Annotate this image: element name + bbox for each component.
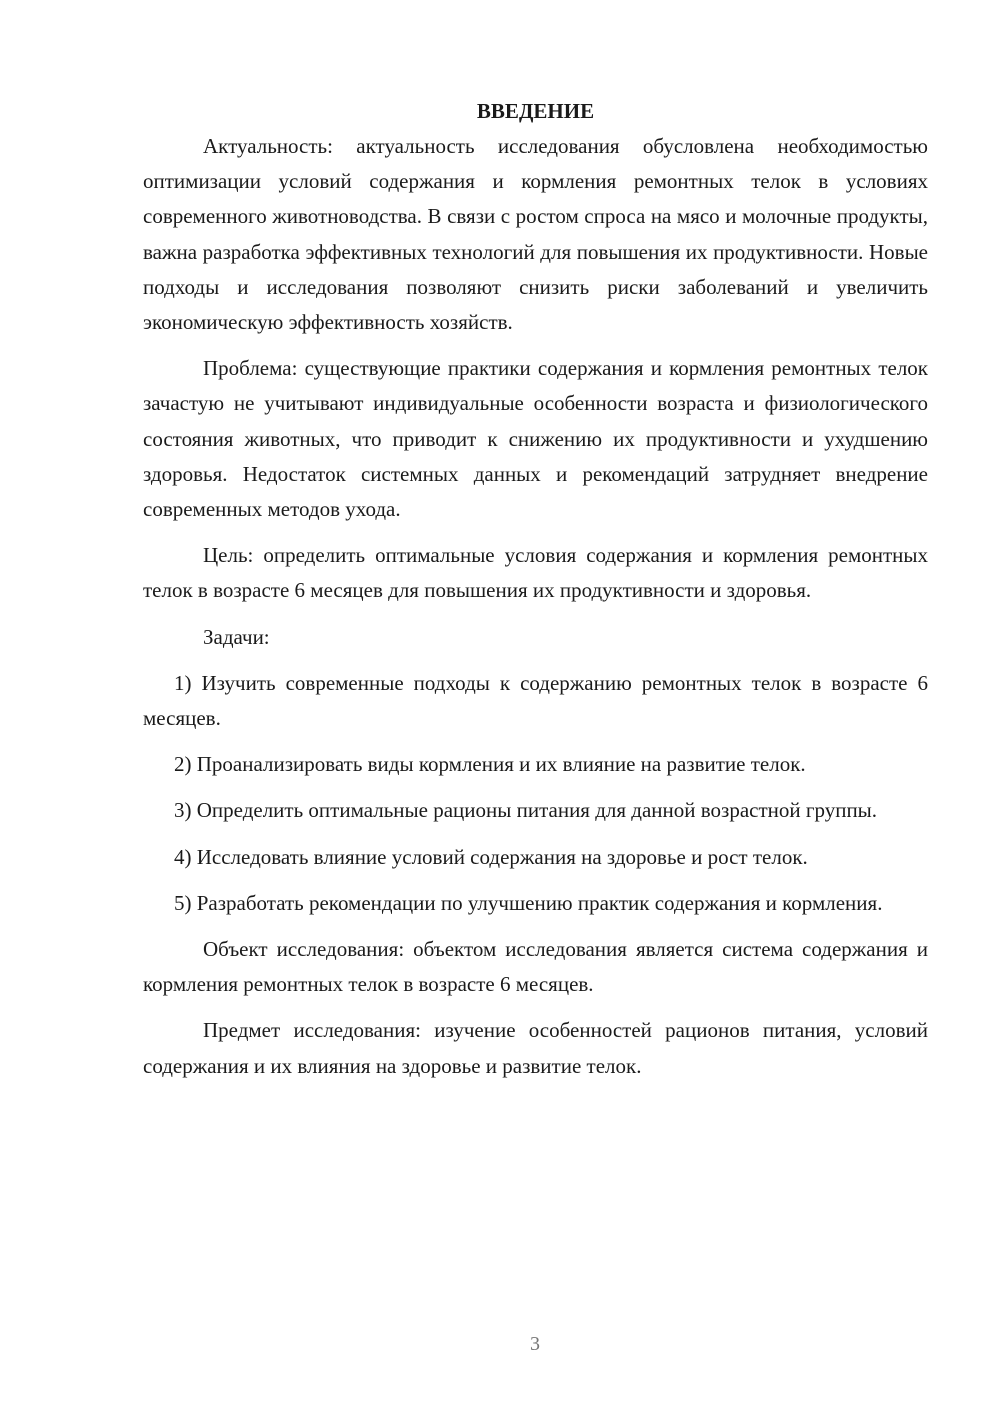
page-title: ВВЕДЕНИЕ [476, 99, 595, 123]
object-paragraph: Объект исследования: объектом исследования является система содержания и кормления ремонтных телок в возрасте 6 месяцев. [143, 937, 928, 997]
task-item-1: 1) Изучить современные подходы к содержанию ремонтных телок в возрасте 6 месяцев. [143, 670, 928, 731]
task-item-3: 3) Определить оптимальные рационы питания для данной возрастной группы. [174, 798, 878, 823]
page-number: 3 [530, 1333, 540, 1355]
problem-paragraph: Проблема: существующие практики содержания и кормления ремонтных телок зачастую не учитывают индивидуальные особенности возраста и физиологического состояния животных, что приводит к снижению их продуктивности и ухудшению здоровья. Недостаток системных данных и рекомендаций затрудняет внедрение современных методов ухода. [143, 356, 928, 522]
task-item-5: 5) Разработать рекомендации по улучшению практик содержания и кормления. [174, 890, 883, 915]
relevance-paragraph: Актуальность: актуальность исследования обусловлена необходимостью оптимизации условий содержания и кормления ремонтных телок в условиях современного животноводства. В связи с ростом спроса на мясо и молочные продукты, важна разработка эффективных технологий для повышения их продуктивности. Новые подходы и исследования позволяют снизить риски заболеваний и увеличить экономическую эффективность хозяйств. [143, 134, 928, 335]
goal-paragraph: Цель: определить оптимальные условия содержания и кормления ремонтных телок в возрасте 6 месяцев для повышения их продуктивности и здоровья. [143, 543, 928, 603]
task-item-4: 4) Исследовать влияние условий содержания на здоровье и рост телок. [174, 844, 808, 869]
tasks-heading: Задачи: [203, 624, 270, 649]
task-item-2: 2) Проанализировать виды кормления и их влияние на развитие телок. [174, 752, 806, 777]
subject-paragraph: Предмет исследования: изучение особенностей рационов питания, условий содержания и их влияния на здоровье и развитие телок. [143, 1018, 928, 1078]
document-body [143, 94, 928, 1084]
